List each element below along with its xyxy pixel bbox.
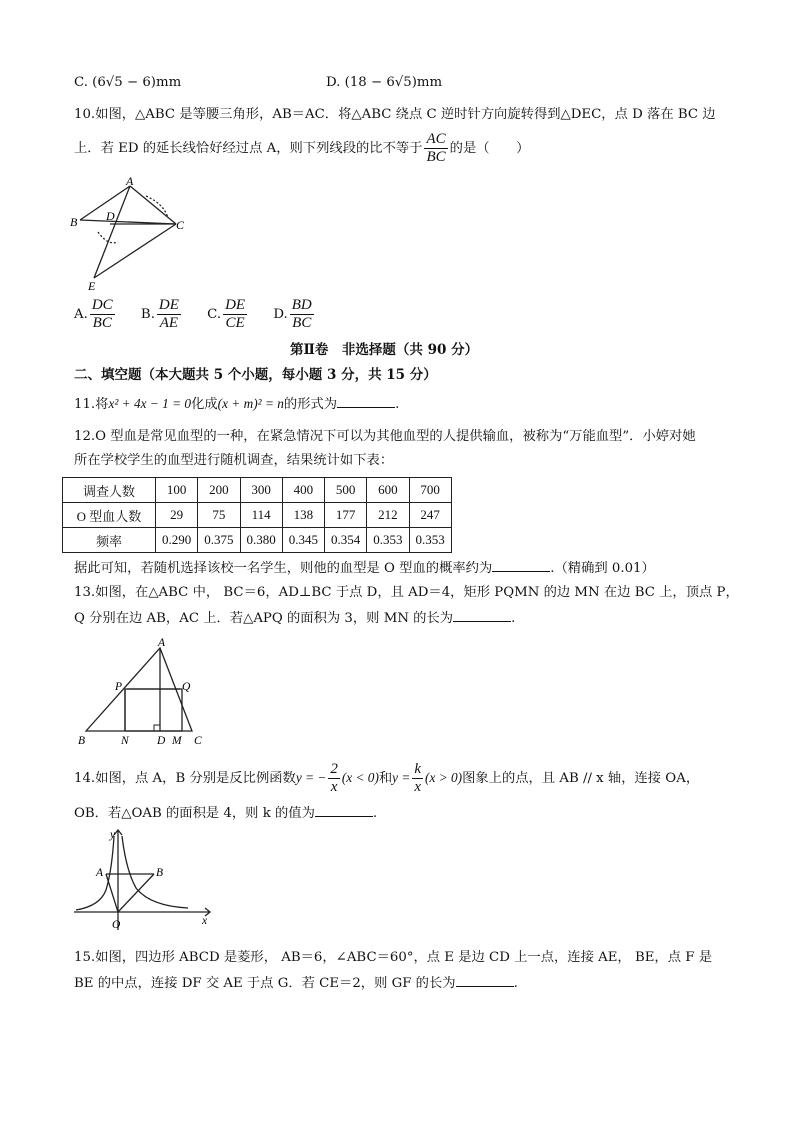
q10-figure <box>68 174 188 292</box>
q10-option-d-fraction <box>290 297 314 332</box>
q10-line2-post: 的是（ ） <box>449 141 530 156</box>
q10-option-c <box>207 297 249 331</box>
q10-ratio-den: BC <box>426 149 446 165</box>
q10-line2-pre: 上．若 ED 的延长线恰好经过点 A，则下列线段的比不等于 <box>74 141 423 156</box>
q10-option-a-fraction <box>90 297 115 332</box>
q11-end: . <box>395 397 400 412</box>
q14-line2-pre: OB．若△OAB 的面积是 4，则 k 的值为 <box>74 806 315 821</box>
table-cell: 600 <box>367 478 409 503</box>
q13-line2 <box>74 609 515 628</box>
table-cell: 75 <box>198 503 240 528</box>
q15-answer-blank[interactable] <box>456 974 514 987</box>
table-row <box>63 528 452 553</box>
q13-label-b: B <box>78 735 86 747</box>
q13-label-p: P <box>115 681 123 693</box>
table-cell: 0.354 <box>325 528 367 553</box>
q14-curve-left <box>76 836 114 910</box>
q12-frequency-table <box>62 477 452 553</box>
q10-option-c-letter: C. <box>207 307 222 322</box>
q15-line2 <box>74 974 518 993</box>
table-cell: 频率 <box>63 528 156 553</box>
q14-line1 <box>74 758 699 799</box>
q12-line3-post: .（精确到 0.01） <box>550 561 655 576</box>
q10-ratio-fraction <box>424 131 447 166</box>
q13-label-a: A <box>158 637 166 649</box>
table-cell: 0.290 <box>156 528 198 553</box>
q14-func2-domain: (x > 0) <box>425 770 463 785</box>
q13-label-n: N <box>121 735 129 747</box>
q14-line2-post: . <box>372 806 378 821</box>
q15-line2-pre: BE 的中点，连接 DF 交 AE 于点 G．若 CE＝2，则 GF 的长为 <box>74 976 456 991</box>
q13-line1: 13.如图，在△ABC 中， BC＝6，AD⊥BC 于点 D，且 AD＝4，矩形 PQMN 的边 MN 在边 BC 上，顶点 P， <box>74 585 739 600</box>
table-cell: 200 <box>198 478 240 503</box>
q14-and: 和 <box>378 771 393 786</box>
q10-option-a-den: BC <box>92 315 112 331</box>
q14-func1-domain: (x < 0) <box>341 770 379 785</box>
q9-option-c: C. (6√5 − 6)mm <box>74 75 182 90</box>
q13-label-d: D <box>157 735 166 747</box>
q10-option-b-den: AE <box>159 315 179 331</box>
q15-line2-post: . <box>513 976 518 991</box>
q10-label-b: B <box>70 215 78 229</box>
table-cell: 177 <box>325 503 367 528</box>
table-cell: 0.353 <box>409 528 451 553</box>
q10-option-b-letter: B. <box>140 307 155 322</box>
q10-options <box>74 296 316 334</box>
q10-option-a-num: DC <box>91 297 113 313</box>
q14-func1-fraction <box>328 761 340 796</box>
table-cell: O 型血人数 <box>63 503 156 528</box>
q10-label-d: D <box>106 209 115 223</box>
q11-mid: 化成 <box>191 397 218 412</box>
table-cell: 114 <box>240 503 282 528</box>
q14-func2-num: k <box>414 761 422 777</box>
table-cell: 212 <box>367 503 409 528</box>
q12-line2: 所在学校学生的血型进行随机调查，结果统计如下表： <box>74 453 394 468</box>
q10-option-c-den: CE <box>225 315 245 331</box>
table-row <box>63 503 452 528</box>
q9-option-d: D. (18 − 6√5)mm <box>326 75 443 90</box>
q14-seg-oa <box>106 874 118 912</box>
q10-option-a <box>74 297 117 331</box>
part2-title: 第Ⅱ卷 非选择题（共 90 分） <box>290 342 479 358</box>
q11-line <box>74 395 399 414</box>
table-cell: 300 <box>240 478 282 503</box>
q11-answer-blank[interactable] <box>337 395 395 408</box>
q10-option-a-letter: A. <box>74 307 88 322</box>
q10-option-c-fraction <box>223 297 247 332</box>
q13-line2-pre: Q 分别在边 AB，AC 上．若△APQ 的面积为 3，则 MN 的长为 <box>74 611 454 626</box>
q11-post: 的形式为 <box>283 397 338 412</box>
q10-seg-ac <box>130 186 176 224</box>
table-cell: 调查人数 <box>63 478 156 503</box>
q14-func1-den: x <box>330 779 338 795</box>
q14-func2-pre: y = <box>392 770 411 785</box>
q14-line1-pre: 14.如图，点 A，B 分别是反比例函数 <box>74 771 296 786</box>
q10-line2 <box>74 130 529 168</box>
q14-func2-fraction <box>412 761 423 796</box>
q10-label-c: C <box>176 218 185 232</box>
q13-label-m: M <box>172 735 182 747</box>
q12-line3 <box>74 559 655 578</box>
q14-label-y: y <box>110 829 116 841</box>
q10-ratio-num: AC <box>426 131 446 147</box>
q10-label-e: E <box>88 279 96 292</box>
q10-option-b-fraction <box>157 297 181 332</box>
q13-right-angle-mark <box>154 725 160 731</box>
table-cell: 0.353 <box>367 528 409 553</box>
q10-line1: 10.如图，△ABC 是等腰三角形，AB＝AC．将△ABC 绕点 C 逆时针方向旋转得到△DEC，点 D 落在 BC 边 <box>74 107 716 122</box>
q14-figure <box>70 826 220 938</box>
q10-rotation-arc-1 <box>98 232 118 243</box>
table-cell: 0.380 <box>240 528 282 553</box>
table-cell: 247 <box>409 503 451 528</box>
q13-label-q: Q <box>182 681 191 693</box>
q11-pre: 11.将 <box>74 397 109 412</box>
q12-line1: 12.O 型血是常见血型的一种，在紧急情况下可以为其他血型的人提供输血，被称为“万能血型”．小婷对她 <box>74 429 696 444</box>
table-cell: 0.375 <box>198 528 240 553</box>
table-cell: 400 <box>282 478 324 503</box>
q10-seg-ba <box>80 186 130 220</box>
q14-func1-pre: y = − <box>295 770 327 785</box>
q10-option-d-letter: D. <box>273 307 288 322</box>
q13-label-c: C <box>194 735 202 747</box>
q14-answer-blank[interactable] <box>315 804 373 817</box>
q14-label-o: O <box>112 919 121 931</box>
table-cell: 500 <box>325 478 367 503</box>
table-cell: 29 <box>156 503 198 528</box>
q11-target-form: (x + m)² = n <box>217 396 284 411</box>
q14-func1-num: 2 <box>330 761 338 777</box>
q10-option-c-num: DE <box>225 297 246 313</box>
q15-line1: 15.如图，四边形 ABCD 是菱形， AB＝6，∠ABC＝60°，点 E 是边 CD 上一点，连接 AE， BE，点 F 是 <box>74 950 713 965</box>
table-cell: 0.345 <box>282 528 324 553</box>
q13-line2-post: . <box>511 611 516 626</box>
table-cell: 700 <box>409 478 451 503</box>
q10-option-d-num: BD <box>291 297 312 313</box>
q14-label-b: B <box>156 867 164 879</box>
q10-seg-ec <box>94 224 176 278</box>
q11-equation: x² + 4x − 1 = 0 <box>108 396 192 411</box>
q14-label-x: x <box>202 915 208 927</box>
q14-line2 <box>74 804 377 823</box>
section2-title: 二、填空题（本大题共 5 个小题，每小题 3 分，共 15 分） <box>74 367 437 383</box>
q13-answer-blank[interactable] <box>453 609 511 622</box>
q14-func2-den: x <box>414 779 422 795</box>
q13-figure <box>72 636 222 752</box>
q14-seg-ob <box>118 874 154 912</box>
q10-option-d-den: BC <box>292 315 312 331</box>
q10-option-b-num: DE <box>158 297 179 313</box>
table-row <box>63 478 452 503</box>
q10-option-d <box>273 297 315 331</box>
table-cell: 138 <box>282 503 324 528</box>
q12-line3-pre: 据此可知，若随机选择该校一名学生，则他的血型是 O 型血的概率约为 <box>74 561 493 576</box>
q10-seg-ae <box>94 186 130 278</box>
q14-label-a: A <box>96 867 104 879</box>
q12-answer-blank[interactable] <box>492 559 550 572</box>
q10-option-b <box>140 297 183 331</box>
table-cell: 100 <box>156 478 198 503</box>
q10-label-a: A <box>126 174 134 188</box>
q14-line1-post: 图象上的点，且 AB // x 轴，连接 OA， <box>462 771 700 786</box>
